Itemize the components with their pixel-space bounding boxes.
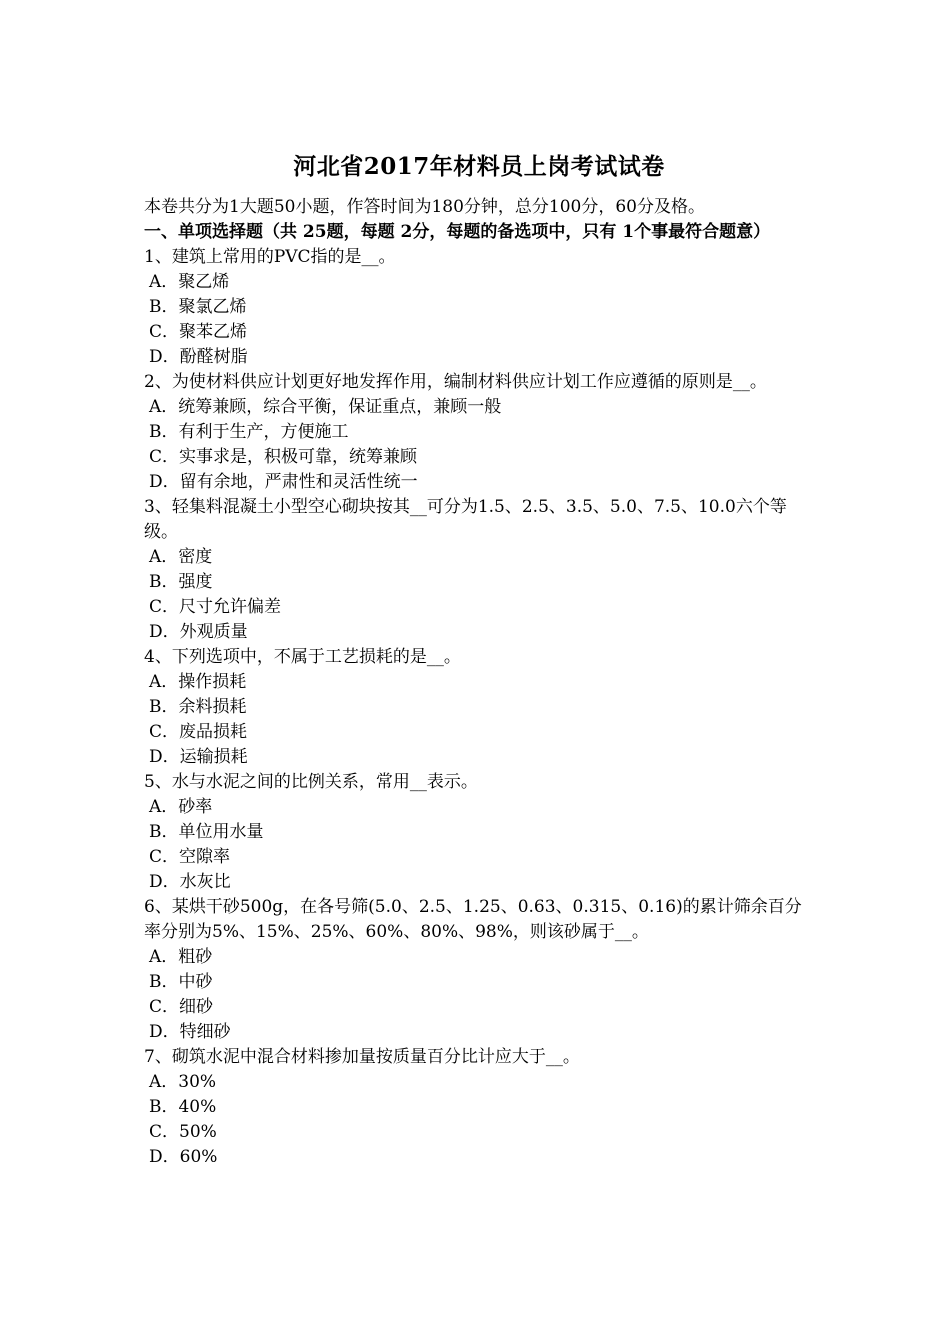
exam-title: 河北省2017年材料员上岗考试试卷 [293, 153, 665, 180]
option-b: B．聚氯乙烯 [149, 297, 247, 317]
option-c: C．空隙率 [149, 847, 231, 867]
question-7 [144, 1045, 814, 1170]
option-a: A．粗砂 [149, 947, 213, 967]
exam-intro: 本卷共分为1大题50小题，作答时间为180分钟，总分100分，60分及格。 [144, 197, 705, 217]
question-1 [144, 245, 814, 370]
question-3 [144, 495, 814, 645]
option-a: A．统筹兼顾，综合平衡，保证重点，兼顾一般 [149, 397, 502, 417]
option-d: D．酚醛树脂 [149, 347, 248, 367]
option-c: C．50% [149, 1122, 217, 1142]
question-stem: 4、下列选项中，不属于工艺损耗的是__。 [144, 647, 461, 667]
option-d: D．留有余地，严肃性和灵活性统一 [149, 472, 418, 492]
option-b: B．余料损耗 [149, 697, 247, 717]
option-b: B．强度 [149, 572, 213, 592]
option-c: C．聚苯乙烯 [149, 322, 248, 342]
question-stem: 1、建筑上常用的PVC指的是__。 [144, 247, 396, 267]
question-stem: 6、某烘干砂500g，在各号筛(5.0、2.5、1.25、0.63、0.315、0.16)的累计筛余百分率分别为5%、15%、25%、60%、80%、98%，则该砂属于__。 [144, 897, 802, 942]
option-d: D．特细砂 [149, 1022, 231, 1042]
section-heading: 一、单项选择题（共 25题，每题 2分，每题的备选项中，只有 1个事最符合题意） [144, 222, 771, 242]
option-d: D．外观质量 [149, 622, 248, 642]
exam-page [144, 150, 814, 1170]
question-stem: 2、为使材料供应计划更好地发挥作用，编制材料供应计划工作应遵循的原则是__。 [144, 372, 767, 392]
option-c: C．细砂 [149, 997, 214, 1017]
option-d: D．水灰比 [149, 872, 231, 892]
question-stem: 3、轻集料混凝土小型空心砌块按其__可分为1.5、2.5、3.5、5.0、7.5、10.0六个等级。 [144, 497, 787, 542]
option-b: B．中砂 [149, 972, 213, 992]
option-d: D．运输损耗 [149, 747, 248, 767]
option-a: A．30% [149, 1072, 217, 1092]
option-a: A．密度 [149, 547, 213, 567]
option-c: C．实事求是，积极可靠，统筹兼顾 [149, 447, 418, 467]
question-2 [144, 370, 814, 495]
option-d: D．60% [149, 1147, 218, 1167]
question-stem: 7、砌筑水泥中混合材料掺加量按质量百分比计应大于__。 [144, 1047, 580, 1067]
question-stem: 5、水与水泥之间的比例关系，常用__表示。 [144, 772, 478, 792]
option-b: B．40% [149, 1097, 217, 1117]
option-c: C．废品损耗 [149, 722, 248, 742]
option-c: C．尺寸允许偏差 [149, 597, 282, 617]
question-4 [144, 645, 814, 770]
option-a: A．操作损耗 [149, 672, 247, 692]
option-b: B．单位用水量 [149, 822, 264, 842]
option-a: A．砂率 [149, 797, 213, 817]
option-b: B．有利于生产，方便施工 [149, 422, 349, 442]
question-6 [144, 895, 814, 1045]
option-a: A．聚乙烯 [149, 272, 230, 292]
question-5 [144, 770, 814, 895]
